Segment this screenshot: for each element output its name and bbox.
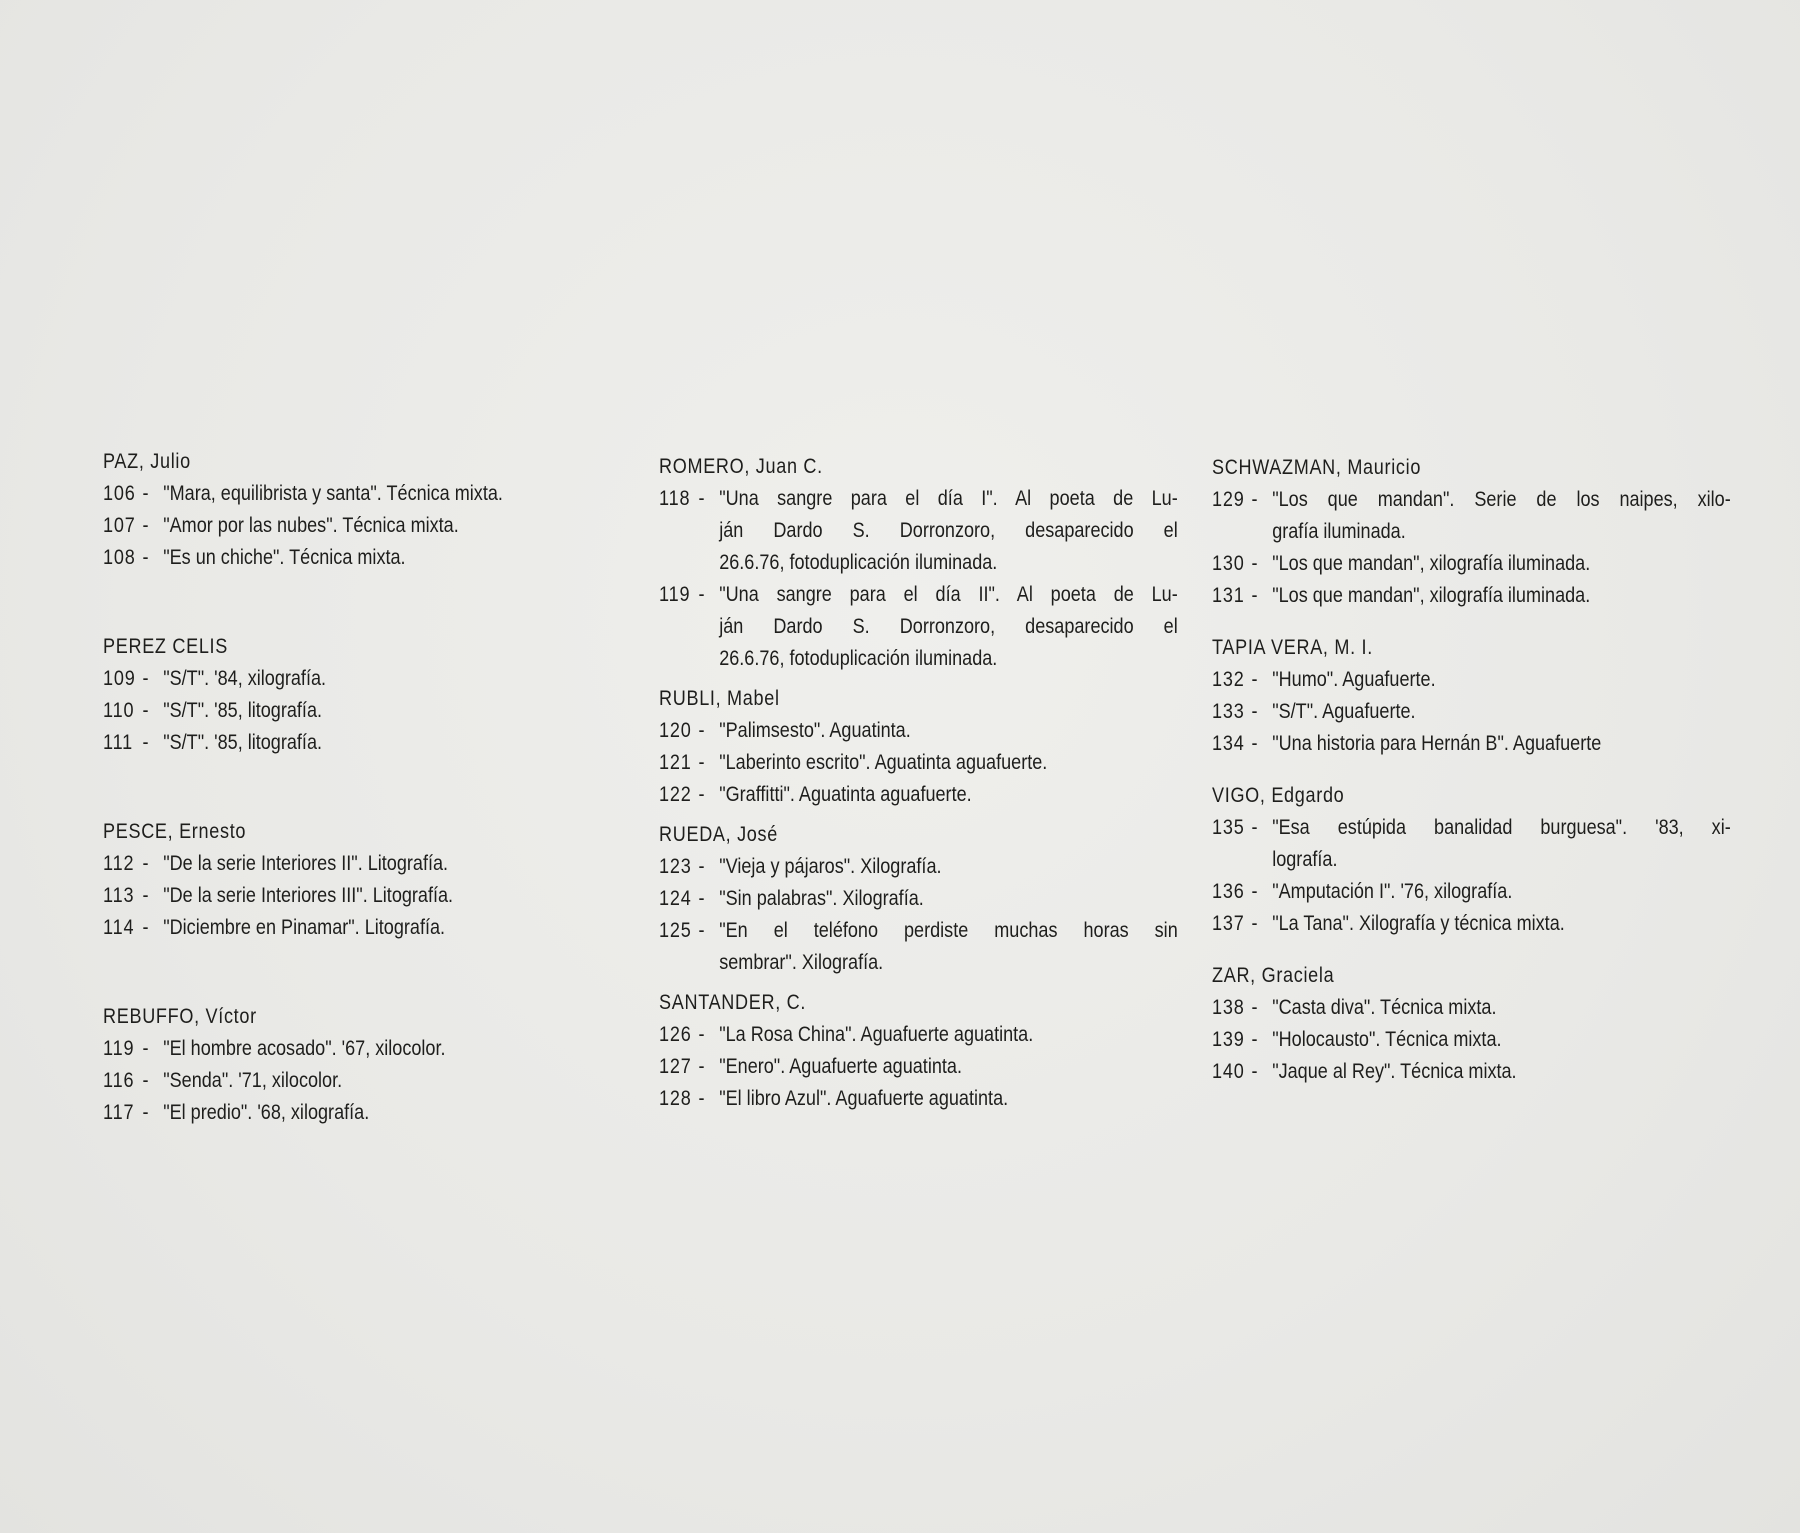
- catalog-entry: [1212, 812, 1731, 876]
- entry-description: [1272, 812, 1731, 876]
- entry-description: [719, 851, 1178, 883]
- entry-separator: -: [1251, 584, 1258, 607]
- catalog-entry: [103, 727, 622, 759]
- artist-name: VIGO, Edgardo: [1212, 784, 1345, 807]
- entry-separator: -: [698, 919, 705, 942]
- entry-description: [719, 779, 1178, 811]
- artist-section: [103, 1001, 623, 1129]
- entry-description: [1272, 664, 1731, 696]
- catalog-entry: [103, 542, 622, 574]
- entry-description: [1272, 1056, 1731, 1088]
- entry-separator: -: [1251, 700, 1258, 723]
- entry-separator: -: [142, 731, 149, 754]
- entry-text-line: "Diciembre en Pinamar". Litografía.: [163, 916, 446, 939]
- entry-number: 117: [103, 1101, 135, 1124]
- entry-separator: -: [698, 1055, 705, 1078]
- entry-description: [1272, 728, 1731, 760]
- entry-text-line: "El libro Azul". Aguafuerte aguatinta.: [719, 1087, 1009, 1110]
- entry-number: 108: [103, 546, 136, 569]
- entry-separator: -: [1251, 912, 1258, 935]
- entry-text-line: "Graffitti". Aguatinta aguafuerte.: [719, 783, 972, 806]
- catalog-entry: [103, 880, 622, 912]
- artist-section: [659, 819, 1179, 979]
- entry-description: [1272, 580, 1731, 612]
- entry-description: [719, 747, 1178, 779]
- catalog-entry: [659, 579, 1178, 675]
- entry-number: 120: [659, 719, 692, 742]
- entry-description: [163, 1065, 622, 1097]
- catalog-entry: [1212, 992, 1731, 1024]
- entry-number: 135: [1212, 816, 1245, 839]
- catalog-column-2: [659, 451, 1179, 1115]
- entry-text-line: "Los que mandan". Serie de los naipes, xilo-: [1272, 488, 1731, 511]
- entry-description: [163, 848, 622, 880]
- entry-number: 134: [1212, 732, 1245, 755]
- entry-text-line: "S/T". '84, xilografía.: [163, 667, 327, 690]
- entry-text-line: "Los que mandan", xilografía iluminada.: [1272, 584, 1591, 607]
- catalog-entry: [103, 510, 622, 542]
- entry-number: 136: [1212, 880, 1245, 903]
- entry-text-line: "Amputación I". '76, xilografía.: [1272, 880, 1513, 903]
- entry-description: [719, 1051, 1178, 1083]
- entry-separator: -: [698, 1087, 705, 1110]
- artist-name: ZAR, Graciela: [1212, 964, 1335, 987]
- entry-separator: -: [698, 1023, 705, 1046]
- entry-number: 121: [659, 751, 692, 774]
- catalog-entry: [1212, 728, 1731, 760]
- entry-text-line: "El hombre acosado". '67, xilocolor.: [163, 1037, 446, 1060]
- entry-description: [1272, 908, 1731, 940]
- entry-separator: -: [1251, 996, 1258, 1019]
- artist-name: TAPIA VERA, M. I.: [1212, 636, 1373, 659]
- catalog-entry: [103, 695, 622, 727]
- entry-text-line: "Holocausto". Técnica mixta.: [1272, 1028, 1502, 1051]
- artist-section: [1212, 780, 1732, 940]
- entry-number: 119: [659, 583, 691, 606]
- catalog-entry: [659, 1083, 1178, 1115]
- entry-text-line: "Palimsesto". Aguatinta.: [719, 719, 911, 742]
- artist-name: PESCE, Ernesto: [103, 820, 247, 843]
- entry-number: 106: [103, 482, 136, 505]
- entry-description: [1272, 876, 1731, 908]
- entry-text-line: "Los que mandan", xilografía iluminada.: [1272, 552, 1591, 575]
- entry-number: 137: [1212, 912, 1245, 935]
- entry-text-line: sembrar". Xilografía.: [719, 951, 884, 974]
- entry-description: [163, 1033, 622, 1065]
- artist-name: PAZ, Julio: [103, 450, 191, 473]
- entry-separator: -: [142, 699, 149, 722]
- entry-description: [163, 695, 622, 727]
- entry-separator: -: [142, 546, 149, 569]
- entry-text-line: "Una historia para Hernán B". Aguafuerte: [1272, 732, 1602, 755]
- catalog-entry: [103, 848, 622, 880]
- entry-text-line: ján Dardo S. Dorronzoro, desaparecido el: [719, 519, 1178, 542]
- artist-section: [1212, 960, 1732, 1088]
- entry-number: 109: [103, 667, 136, 690]
- entry-separator: -: [1251, 1028, 1258, 1051]
- entry-number: 111: [103, 731, 134, 754]
- entry-description: [719, 1083, 1178, 1115]
- entry-description: [719, 579, 1178, 675]
- catalog-entry: [1212, 484, 1731, 548]
- catalog-entry: [103, 912, 622, 944]
- artist-name: SANTANDER, C.: [659, 991, 807, 1014]
- entry-number: 122: [659, 783, 692, 806]
- entry-number: 112: [103, 852, 135, 875]
- entry-number: 139: [1212, 1028, 1245, 1051]
- entry-description: [719, 915, 1178, 979]
- catalog-entry: [659, 915, 1178, 979]
- entry-description: [163, 510, 622, 542]
- entry-text-line: 26.6.76, fotoduplicación iluminada.: [719, 647, 998, 670]
- artist-section: [103, 446, 623, 574]
- entry-separator: -: [142, 1101, 149, 1124]
- entry-text-line: "S/T". '85, litografía.: [163, 699, 323, 722]
- artist-section: [103, 816, 623, 944]
- entry-text-line: "En el teléfono perdiste muchas horas sin: [719, 919, 1178, 942]
- entry-number: 114: [103, 916, 135, 939]
- artist-name: SCHWAZMAN, Mauricio: [1212, 456, 1422, 479]
- entry-text-line: grafía iluminada.: [1272, 520, 1406, 543]
- entry-description: [163, 727, 622, 759]
- entry-text-line: "Una sangre para el día I". Al poeta de Lu-: [719, 487, 1178, 510]
- entry-separator: -: [698, 887, 705, 910]
- catalog-entry: [103, 1033, 622, 1065]
- entry-text-line: 26.6.76, fotoduplicación iluminada.: [719, 551, 998, 574]
- entry-separator: -: [142, 1069, 149, 1092]
- entry-description: [719, 1019, 1178, 1051]
- catalog-entry: [103, 1097, 622, 1129]
- artist-name: PEREZ CELIS: [103, 635, 228, 658]
- entry-description: [1272, 1024, 1731, 1056]
- entry-number: 132: [1212, 668, 1245, 691]
- entry-number: 127: [659, 1055, 692, 1078]
- entry-text-line: "El predio". '68, xilografía.: [163, 1101, 370, 1124]
- entry-description: [1272, 696, 1731, 728]
- entry-number: 119: [103, 1037, 135, 1060]
- entry-description: [163, 542, 622, 574]
- catalog-entry: [1212, 696, 1731, 728]
- catalog-entry: [659, 747, 1178, 779]
- entry-text-line: "De la serie Interiores III". Litografía.: [163, 884, 454, 907]
- entry-description: [1272, 484, 1731, 548]
- entry-separator: -: [142, 482, 149, 505]
- catalog-entry: [659, 483, 1178, 579]
- entry-number: 124: [659, 887, 692, 910]
- entry-text-line: "S/T". '85, litografía.: [163, 731, 323, 754]
- entry-separator: -: [142, 916, 149, 939]
- entry-separator: -: [698, 583, 705, 606]
- artist-name: RUEDA, José: [659, 823, 778, 846]
- entry-description: [163, 912, 622, 944]
- catalog-entry: [659, 1051, 1178, 1083]
- entry-description: [163, 1097, 622, 1129]
- entry-description: [719, 883, 1178, 915]
- entry-text-line: "Esa estúpida banalidad burguesa". '83, xi-: [1272, 816, 1731, 839]
- entry-text-line: "De la serie Interiores II". Litografía.: [163, 852, 449, 875]
- entry-separator: -: [142, 852, 149, 875]
- catalog-entry: [103, 663, 622, 695]
- entry-separator: -: [698, 487, 705, 510]
- entry-number: 131: [1212, 584, 1245, 607]
- entry-separator: -: [698, 719, 705, 742]
- catalog-entry: [659, 779, 1178, 811]
- entry-number: 116: [103, 1069, 135, 1092]
- artist-name: REBUFFO, Víctor: [103, 1005, 257, 1028]
- entry-number: 130: [1212, 552, 1245, 575]
- entry-separator: -: [1251, 1060, 1258, 1083]
- entry-separator: -: [1251, 488, 1258, 511]
- entry-separator: -: [698, 783, 705, 806]
- entry-separator: -: [1251, 552, 1258, 575]
- entry-text-line: lografía.: [1272, 848, 1338, 871]
- artist-section: [659, 451, 1179, 675]
- entry-number: 126: [659, 1023, 692, 1046]
- catalog-entry: [1212, 664, 1731, 696]
- entry-text-line: "S/T". Aguafuerte.: [1272, 700, 1416, 723]
- entry-description: [719, 715, 1178, 747]
- entry-description: [1272, 548, 1731, 580]
- entry-text-line: "Laberinto escrito". Aguatinta aguafuerte.: [719, 751, 1048, 774]
- catalog-entry: [1212, 548, 1731, 580]
- entry-text-line: "Enero". Aguafuerte aguatinta.: [719, 1055, 962, 1078]
- entry-number: 123: [659, 855, 692, 878]
- entry-number: 133: [1212, 700, 1245, 723]
- artist-section: [659, 987, 1179, 1115]
- entry-text-line: "Humo". Aguafuerte.: [1272, 668, 1436, 691]
- catalog-entry: [1212, 1056, 1731, 1088]
- entry-text-line: "Amor por las nubes". Técnica mixta.: [163, 514, 459, 537]
- entry-separator: -: [1251, 732, 1258, 755]
- entry-separator: -: [1251, 668, 1258, 691]
- entry-separator: -: [142, 667, 149, 690]
- entry-number: 113: [103, 884, 135, 907]
- entry-number: 118: [659, 487, 691, 510]
- catalog-entry: [1212, 580, 1731, 612]
- catalog-entry: [659, 851, 1178, 883]
- entry-number: 138: [1212, 996, 1245, 1019]
- entry-description: [163, 478, 622, 510]
- entry-text-line: ján Dardo S. Dorronzoro, desaparecido el: [719, 615, 1178, 638]
- entry-text-line: "Sin palabras". Xilografía.: [719, 887, 924, 910]
- entry-number: 107: [103, 514, 136, 537]
- entry-number: 128: [659, 1087, 692, 1110]
- entry-description: [163, 880, 622, 912]
- entry-number: 140: [1212, 1060, 1245, 1083]
- entry-separator: -: [142, 884, 149, 907]
- catalog-entry: [1212, 908, 1731, 940]
- entry-description: [719, 483, 1178, 579]
- entry-description: [1272, 992, 1731, 1024]
- entry-separator: -: [698, 751, 705, 774]
- artist-section: [1212, 452, 1732, 612]
- entry-separator: -: [142, 514, 149, 537]
- entry-text-line: "La Tana". Xilografía y técnica mixta.: [1272, 912, 1565, 935]
- artist-name: ROMERO, Juan C.: [659, 455, 823, 478]
- entry-text-line: "Mara, equilibrista y santa". Técnica mixta.: [163, 482, 503, 505]
- entry-text-line: "Vieja y pájaros". Xilografía.: [719, 855, 942, 878]
- entry-number: 110: [103, 699, 135, 722]
- catalog-entry: [103, 478, 622, 510]
- artist-section: [659, 683, 1179, 811]
- entry-text-line: "Senda". '71, xilocolor.: [163, 1069, 343, 1092]
- entry-separator: -: [1251, 816, 1258, 839]
- catalog-column-1: [103, 446, 623, 1129]
- entry-separator: -: [142, 1037, 149, 1060]
- catalog-entry: [1212, 1024, 1731, 1056]
- artist-section: [103, 631, 623, 759]
- entry-separator: -: [1251, 880, 1258, 903]
- catalog-entry: [659, 1019, 1178, 1051]
- catalog-column-3: [1212, 452, 1732, 1088]
- entry-text-line: "Casta diva". Técnica mixta.: [1272, 996, 1497, 1019]
- catalog-entry: [1212, 876, 1731, 908]
- entry-description: [163, 663, 622, 695]
- artist-name: RUBLI, Mabel: [659, 687, 780, 710]
- entry-number: 129: [1212, 488, 1245, 511]
- entry-number: 125: [659, 919, 692, 942]
- artist-section: [1212, 632, 1732, 760]
- entry-text-line: "La Rosa China". Aguafuerte aguatinta.: [719, 1023, 1034, 1046]
- entry-text-line: "Una sangre para el día II". Al poeta de Lu-: [719, 583, 1178, 606]
- entry-separator: -: [698, 855, 705, 878]
- catalog-entry: [659, 883, 1178, 915]
- catalog-entry: [103, 1065, 622, 1097]
- entry-text-line: "Jaque al Rey". Técnica mixta.: [1272, 1060, 1517, 1083]
- catalog-entry: [659, 715, 1178, 747]
- entry-text-line: "Es un chiche". Técnica mixta.: [163, 546, 406, 569]
